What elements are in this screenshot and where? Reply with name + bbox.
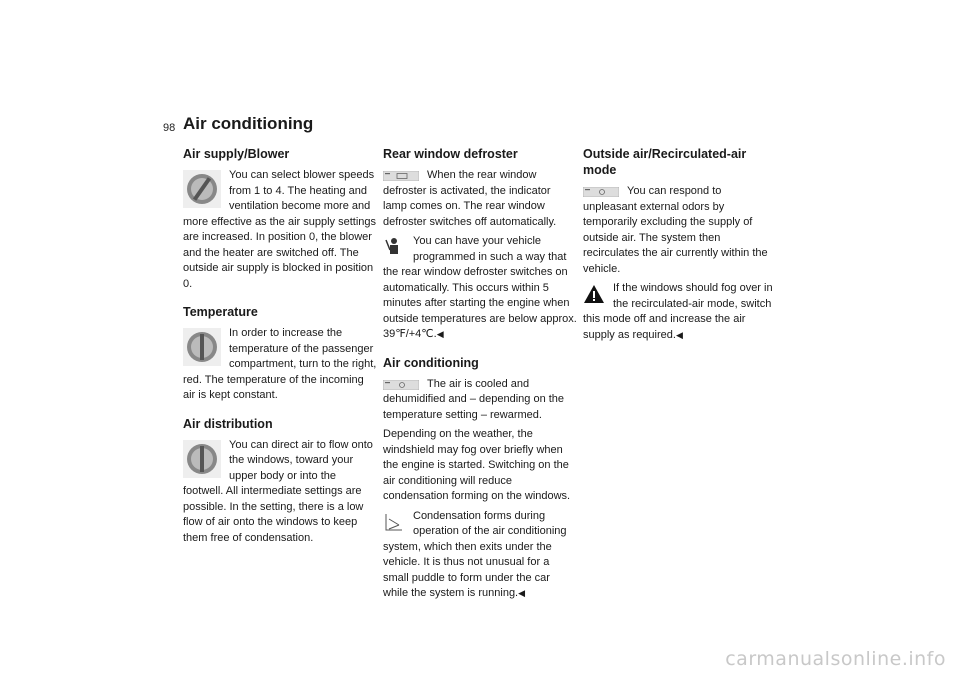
column-right (583, 146, 777, 347)
ac-text-1: The air is cooled and dehumidified and – depending on the temperature setting – rewarmed. (383, 377, 565, 421)
temperature-knob-icon (183, 328, 221, 366)
recirc-warning: If the windows should fog over in the recirculated-air mode, switch this mode off and increase the air supply as required.◀ (583, 282, 773, 341)
distribution-knob-icon (183, 440, 221, 478)
footer-watermark: carmanualsonline.info (725, 648, 946, 670)
blower-knob-icon (183, 170, 221, 208)
ac-button-icon (383, 380, 419, 390)
defroster-note: You can have your vehicle programmed in such a way that the rear window defroster switches on automatically. This occurs within 5 minutes after starting the engine when outside temperatures are below approx. 39℉/+4℃.◀ (383, 235, 577, 340)
page-number: 98 (163, 122, 176, 134)
heading-air-supply-blower: Air supply/Blower (183, 147, 290, 161)
temperature-text: In order to increase the temperature of the passenger compartment, turn to the right, red. The temperature of the incoming air is kept constant. (183, 327, 377, 401)
page-title: Air conditioning (183, 114, 314, 133)
defroster-button-icon (383, 171, 419, 181)
column-middle (383, 146, 577, 606)
end-marker: ◀ (675, 329, 683, 340)
heading-air-conditioning: Air conditioning (383, 355, 479, 370)
end-marker: ◀ (436, 329, 444, 339)
distribution-text: You can direct air to flow onto the windows, toward your upper body or into the footwell. All intermediate settings are possible. In the setting, there is a low flow of air onto the windows to keep them free of condensation. (183, 438, 373, 544)
heading-air-distribution: Air distribution (183, 416, 273, 431)
heading-rear-window-defroster: Rear window defroster (383, 147, 518, 161)
warning-triangle-icon (583, 283, 605, 305)
heading-recirculated-air: Outside air/Recirculated-air mode (583, 147, 747, 177)
heading-temperature: Temperature (183, 305, 258, 319)
defroster-text: When the rear window defroster is activated, the indicator lamp comes on. The rear window defroster switches off automatically. (383, 169, 557, 228)
technician-note-icon (383, 236, 405, 258)
recirculation-button-icon (583, 187, 619, 197)
blower-text: You can select blower speeds from 1 to 4. The heating and ventilation become more and more effective as the air supply settings are increased. In position 0, the blower and the heater are switched off. The outside air supply is blocked in position 0. (183, 169, 377, 290)
recirc-text: You can respond to unpleasant external odors by temporarily excluding the supply of outside air. The system then recirculates the air currently within the vehicle. (583, 185, 768, 275)
end-marker: ◀ (518, 588, 526, 598)
info-note-icon (383, 511, 405, 533)
ac-note: Condensation forms during operation of the air conditioning system, which then exits under the vehicle. It is thus not unusual for a small puddle to form under the car while the system is running.◀ (383, 509, 567, 599)
column-left (183, 146, 377, 550)
ac-text-2: Depending on the weather, the windshield may fog over briefly when the engine is started. Switching on the air conditioning will reduce condensation forming on the windows. (383, 428, 571, 502)
